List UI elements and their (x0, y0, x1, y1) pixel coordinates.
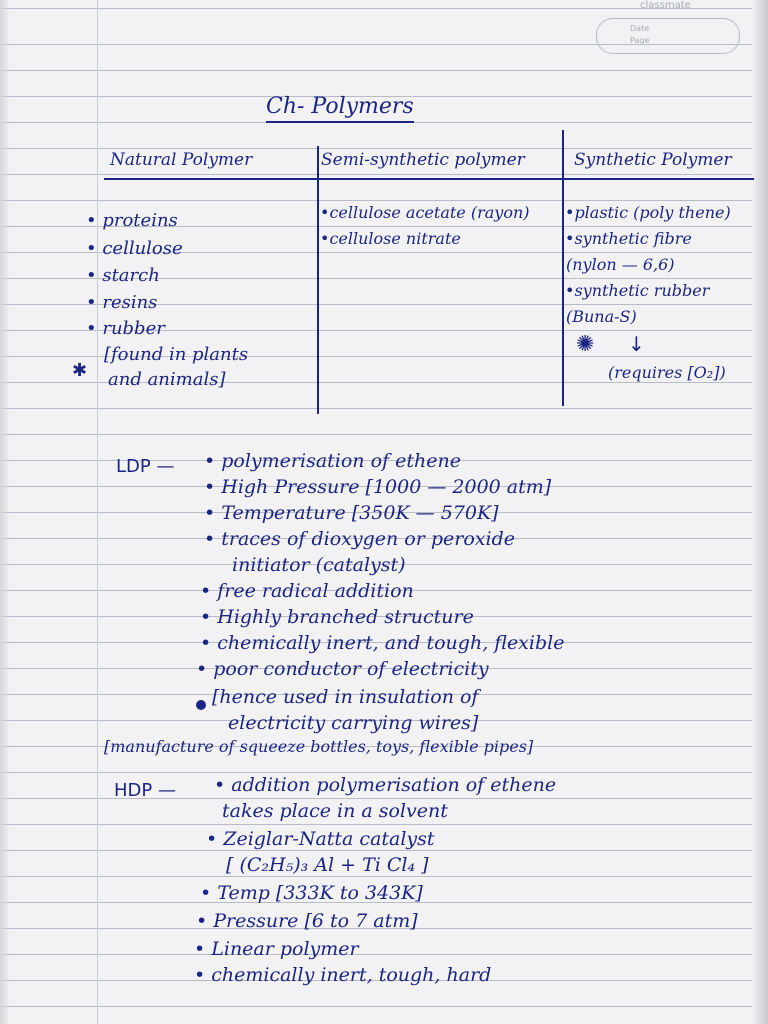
header-semi-synthetic: Semi-synthetic polymer (321, 150, 525, 170)
brand-name: classmate (640, 0, 691, 11)
natural-item: • resins (86, 292, 158, 313)
synthetic-item: (Buna-S) (566, 307, 637, 326)
ldp-line: • chemically inert, and tough, flexible (200, 632, 565, 654)
margin-line (97, 0, 98, 1024)
ldp-line: [hence used in insulation of (212, 686, 479, 708)
synthetic-item: •synthetic rubber (565, 281, 710, 300)
hdp-line: • Temp [333K to 343K] (200, 882, 423, 904)
page-edge-shadow (0, 0, 10, 1024)
ldp-line: • poor conductor of electricity (196, 658, 489, 680)
page-title: Ch- Polymers (266, 94, 414, 123)
ldp-label: LDP — (116, 456, 175, 477)
filled-bullet (196, 700, 206, 710)
hdp-line: [ (C₂H₅)₃ Al + Ti Cl₄ ] (226, 854, 429, 876)
ldp-line: • polymerisation of ethene (204, 450, 461, 472)
synthetic-item: •plastic (poly thene) (565, 203, 731, 222)
hdp-line: takes place in a solvent (222, 800, 448, 822)
scribbled-bullet: ✱ (72, 360, 88, 381)
hdp-label: HDP — (114, 780, 176, 801)
natural-item: • starch (86, 265, 160, 286)
ldp-line: • traces of dioxygen or peroxide (204, 528, 515, 550)
date-label: Date (630, 24, 650, 33)
ldp-uses: [manufacture of squeeze bottles, toys, flexible pipes] (104, 737, 534, 756)
ldp-line: • free radical addition (200, 580, 414, 602)
natural-item: • proteins (86, 210, 178, 231)
natural-item: • cellulose (86, 238, 183, 259)
semi-item: •cellulose nitrate (320, 229, 461, 248)
natural-item: • rubber (86, 318, 165, 339)
synthetic-item: (nylon — 6,6) (566, 255, 675, 274)
hdp-line: • addition polymerisation of ethene (214, 774, 557, 796)
notebook-spine (752, 0, 768, 1024)
hdp-line: • Pressure [6 to 7 atm] (196, 910, 418, 932)
synthetic-note: (requires [O₂]) (608, 363, 726, 382)
page-label: Page (630, 36, 650, 45)
natural-note: and animals] (108, 369, 226, 390)
ldp-line: • Highly branched structure (200, 606, 474, 628)
semi-item: •cellulose acetate (rayon) (320, 203, 530, 222)
table-header-rule (104, 178, 754, 180)
down-arrow-icon: ↓ (628, 332, 645, 356)
ldp-line: • Temperature [350K — 570K] (204, 502, 499, 524)
ldp-line: • High Pressure [1000 — 2000 atm] (204, 476, 552, 498)
header-synthetic: Synthetic Polymer (574, 150, 732, 170)
table-divider-1 (317, 146, 319, 414)
notebook-brand-header (590, 0, 750, 60)
synthetic-item: •synthetic fibre (565, 229, 692, 248)
table-divider-2 (562, 130, 564, 406)
hdp-line: • Linear polymer (194, 938, 359, 960)
natural-note: [found in plants (104, 344, 249, 365)
hdp-line: • Zeiglar-Natta catalyst (206, 828, 435, 850)
header-natural: Natural Polymer (110, 150, 253, 170)
scribbled-mark: ✺ (576, 332, 595, 357)
date-page-box (596, 18, 740, 54)
hdp-line: • chemically inert, tough, hard (194, 964, 492, 986)
ldp-line: initiator (catalyst) (232, 554, 406, 576)
ldp-line: electricity carrying wires] (228, 712, 479, 734)
